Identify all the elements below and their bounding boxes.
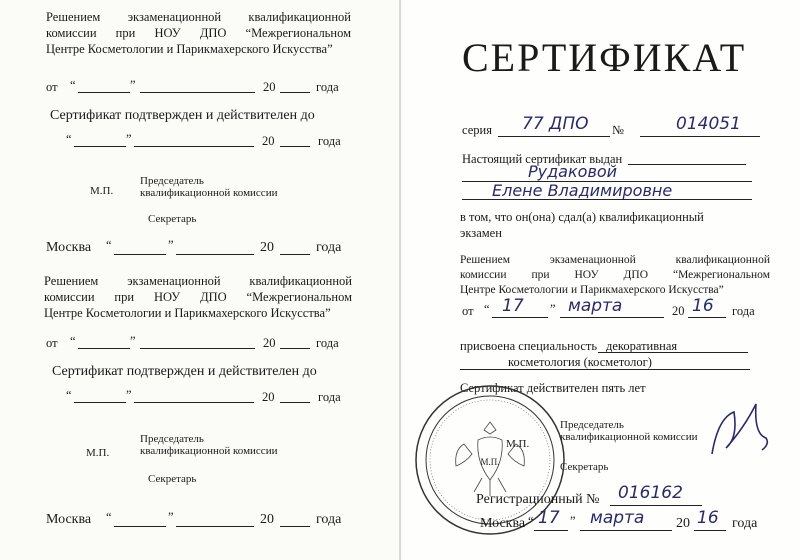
from-prefix: от <box>46 80 58 94</box>
day-blank <box>74 146 126 147</box>
month-blank <box>140 348 255 349</box>
month-blank <box>176 254 254 255</box>
quote-open: “ <box>66 132 72 146</box>
decision-line-3: Центре Косметологии и Парикмахерского Искусства” <box>44 306 331 320</box>
recipient-surname: Рудаковой <box>528 162 618 181</box>
confirmed-text: Сертификат подтвержден и действителен до <box>52 364 317 379</box>
city-label: Москва <box>46 512 92 527</box>
month-blank <box>176 526 254 527</box>
year-prefix: 20 <box>263 80 276 94</box>
year-suffix: года <box>732 304 755 318</box>
stamp-place-label: М.П. <box>506 438 530 450</box>
year-suffix: года <box>318 134 341 148</box>
quote-open: “ <box>106 510 112 524</box>
day-blank <box>78 92 130 93</box>
decision-month: марта <box>568 296 623 316</box>
issue-year: 16 <box>697 508 719 528</box>
quote-open: “ <box>70 78 76 92</box>
issued-text: Настоящий сертификат выдан <box>462 152 623 166</box>
stamp-place-label: М.П. <box>90 185 114 197</box>
quote-close: ” <box>168 238 174 252</box>
secretary-label: Секретарь <box>148 473 197 485</box>
decision-line-3: Центре Косметологии и Парикмахерского Искусства” <box>460 284 724 296</box>
name-underline <box>462 199 752 200</box>
chairman-label: Председатель <box>140 433 204 445</box>
day-blank <box>78 348 130 349</box>
year-blank <box>280 92 310 93</box>
year-underline <box>688 317 726 318</box>
year-prefix: 20 <box>263 336 276 350</box>
quote-open: “ <box>106 238 112 252</box>
specialty-underline-1 <box>598 352 748 353</box>
decision-line-1: Решением экзаменационной квалификационной <box>46 10 351 24</box>
year-prefix: 20 <box>672 304 685 318</box>
year-blank <box>280 526 310 527</box>
specialty-underline-2 <box>460 369 750 370</box>
decision-line-2: комиссии при НОУ ДПО “Межрегиональном <box>44 290 352 304</box>
certificate-title: СЕРТИФИКАТ <box>462 35 747 80</box>
registration-underline <box>610 505 702 506</box>
secretary-label: Секретарь <box>148 213 197 225</box>
quote-open: “ <box>70 334 76 348</box>
chairman-label-2: квалификационной комиссии <box>560 431 698 443</box>
series-label: серия <box>462 123 492 137</box>
month-blank <box>134 146 254 147</box>
decision-line-1: Решением экзаменационной квалификационной <box>44 274 352 288</box>
from-prefix: от <box>46 336 58 350</box>
from-prefix: от <box>462 304 474 318</box>
chairman-label-2: квалификационной комиссии <box>140 187 278 199</box>
number-underline <box>640 136 760 137</box>
confirmed-text: Сертификат подтвержден и действителен до <box>50 108 315 123</box>
series-underline <box>498 136 610 137</box>
quote-close: ” <box>168 510 174 524</box>
series-value: 77 ДПО <box>522 114 589 134</box>
year-suffix: года <box>316 336 339 350</box>
number-sign: № <box>612 123 624 137</box>
passed-text-2: экзамен <box>460 226 502 240</box>
city-label: Москва <box>46 240 92 255</box>
specialty-line-2: косметология (косметолог) <box>508 355 652 369</box>
day-underline <box>492 317 548 318</box>
year-suffix: года <box>318 390 341 404</box>
year-blank <box>280 402 310 403</box>
passed-text-1: в том, что он(она) сдал(а) квалификационный <box>460 210 704 224</box>
chairman-label-2: квалификационной комиссии <box>140 445 278 457</box>
valid-text: Сертификат действителен пять лет <box>460 381 646 395</box>
quote-close: ” <box>570 514 576 528</box>
chairman-label: Председатель <box>560 419 624 431</box>
year-suffix: года <box>316 240 342 255</box>
decision-day: 17 <box>502 296 524 316</box>
quote-close: ” <box>130 334 136 348</box>
quote-close: ” <box>550 302 556 316</box>
quote-close: ” <box>126 132 132 146</box>
issued-underline <box>628 164 746 165</box>
year-prefix: 20 <box>262 390 275 404</box>
year-prefix: 20 <box>262 134 275 148</box>
year-prefix: 20 <box>676 516 690 531</box>
quote-close: ” <box>130 78 136 92</box>
assigned-label: присвоена специальность <box>460 339 598 353</box>
decision-line-1: Решением экзаменационной квалификационной <box>460 254 770 266</box>
decision-line-2: комиссии при НОУ ДПО “Межрегиональном <box>46 26 351 40</box>
svg-text:М.П.: М.П. <box>480 457 500 467</box>
year-underline <box>694 530 726 531</box>
decision-year: 16 <box>692 296 714 316</box>
city-label: Москва <box>480 516 526 531</box>
day-blank <box>114 254 166 255</box>
year-suffix: года <box>732 516 758 531</box>
year-blank <box>280 254 310 255</box>
quote-close: ” <box>126 388 132 402</box>
month-blank <box>140 92 255 93</box>
day-blank <box>74 402 126 403</box>
recipient-name: Елене Владимировне <box>492 181 673 200</box>
registration-number: 016162 <box>618 483 683 503</box>
stamp-place-label: М.П. <box>86 447 110 459</box>
year-blank <box>280 146 310 147</box>
year-suffix: года <box>316 80 339 94</box>
quote-open: “ <box>484 302 490 316</box>
day-underline <box>534 530 568 531</box>
month-underline <box>580 530 672 531</box>
year-prefix: 20 <box>260 240 274 255</box>
year-suffix: года <box>316 512 342 527</box>
secretary-label: Секретарь <box>560 461 609 473</box>
year-blank <box>280 348 310 349</box>
quote-open: “ <box>528 514 534 528</box>
page-fold <box>399 0 401 560</box>
chairman-label: Председатель <box>140 175 204 187</box>
month-underline <box>560 317 664 318</box>
quote-open: “ <box>66 388 72 402</box>
year-prefix: 20 <box>260 512 274 527</box>
day-blank <box>114 526 166 527</box>
month-blank <box>134 402 254 403</box>
specialty-line-1: декоративная <box>606 339 678 353</box>
issue-day: 17 <box>538 508 560 528</box>
decision-line-3: Центре Косметологии и Парикмахерского Искусства” <box>46 42 333 56</box>
registration-label: Регистрационный № <box>476 492 600 507</box>
chairman-signature <box>704 398 776 462</box>
decision-line-2: комиссии при НОУ ДПО “Межрегиональном <box>460 269 770 281</box>
issue-month: марта <box>590 508 645 528</box>
number-value: 014051 <box>676 114 741 134</box>
